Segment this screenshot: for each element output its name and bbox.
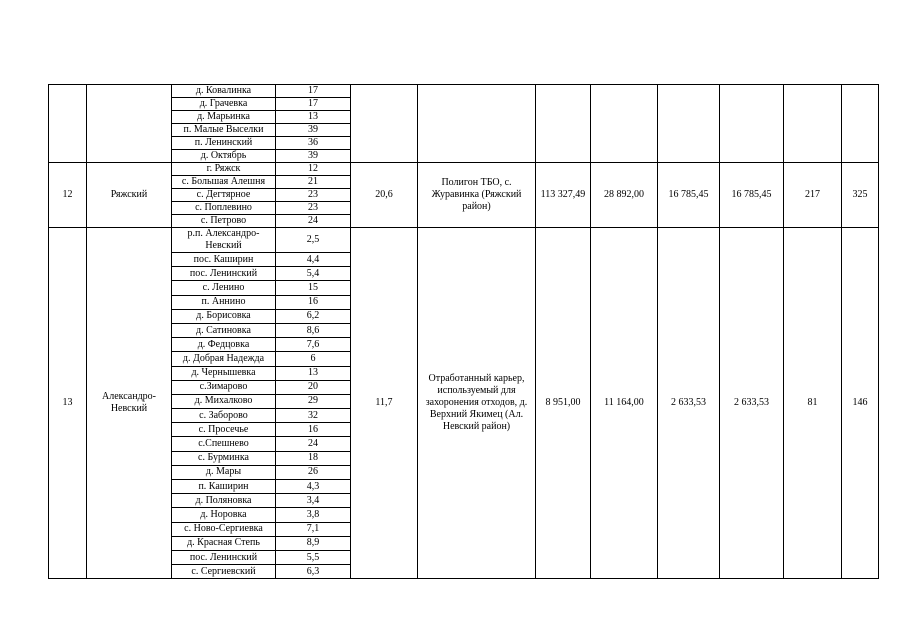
- settlement-distance-cell: 16: [276, 423, 351, 437]
- settlement-distance-cell: 6,3: [276, 565, 351, 579]
- settlement-name-cell: п. Каширин: [172, 480, 276, 494]
- settlement-distance-cell: 21: [276, 176, 351, 189]
- settlement-distance-cell: 32: [276, 409, 351, 423]
- settlement-name-cell: с. Ленино: [172, 281, 276, 295]
- settlement-name-cell: д. Поляновка: [172, 494, 276, 508]
- settlement-distance-cell: 29: [276, 394, 351, 408]
- settlement-distance-cell: 23: [276, 202, 351, 215]
- settlement-distance-cell: 5,4: [276, 267, 351, 281]
- settlement-name-cell: с.Спешнево: [172, 437, 276, 451]
- value-cell: [720, 85, 784, 163]
- settlement-name-cell: г. Ряжск: [172, 163, 276, 176]
- settlement-distance-cell: 15: [276, 281, 351, 295]
- settlement-distance-cell: 36: [276, 137, 351, 150]
- settlement-name-cell: д. Михалково: [172, 394, 276, 408]
- settlement-name-cell: с. Ново-Сергиевка: [172, 522, 276, 536]
- settlement-name-cell: с. Большая Алешня: [172, 176, 276, 189]
- value-cell: 146: [842, 228, 879, 579]
- value-cell: [658, 85, 720, 163]
- district-name-cell: Александро-Невский: [87, 228, 172, 579]
- settlement-distance-cell: 23: [276, 189, 351, 202]
- disposal-site-cell: Отработанный карьер, используемый для захоронения отходов, д. Верхний Якимец (Ал. Невский район): [418, 228, 536, 579]
- disposal-site-cell: [418, 85, 536, 163]
- settlement-name-cell: с. Просечье: [172, 423, 276, 437]
- settlement-name-cell: с. Дегтярное: [172, 189, 276, 202]
- settlement-name-cell: пос. Каширин: [172, 253, 276, 267]
- settlement-distance-cell: 4,3: [276, 480, 351, 494]
- settlement-distance-cell: 20: [276, 380, 351, 394]
- settlement-name-cell: р.п. Александро-Невский: [172, 228, 276, 253]
- distance-cell: 20,6: [351, 163, 418, 228]
- settlement-name-cell: с. Петрово: [172, 215, 276, 228]
- settlement-name-cell: с. Поплевино: [172, 202, 276, 215]
- settlement-distance-cell: 24: [276, 437, 351, 451]
- table-row: [49, 85, 879, 98]
- settlement-name-cell: д. Грачевка: [172, 98, 276, 111]
- settlement-distance-cell: 4,4: [276, 253, 351, 267]
- settlement-distance-cell: 3,8: [276, 508, 351, 522]
- settlement-name-cell: д. Мары: [172, 465, 276, 479]
- disposal-site-cell: Полигон ТБО, с. Журавинка (Ряжский район): [418, 163, 536, 228]
- settlement-name-cell: д. Сатиновка: [172, 323, 276, 337]
- value-cell: 28 892,00: [591, 163, 658, 228]
- value-cell: 81: [784, 228, 842, 579]
- settlement-name-cell: д. Норовка: [172, 508, 276, 522]
- settlement-name-cell: пос. Ленинский: [172, 550, 276, 564]
- settlement-name-cell: пос. Ленинский: [172, 267, 276, 281]
- settlement-distance-cell: 8,9: [276, 536, 351, 550]
- district-name-cell: Ряжский: [87, 163, 172, 228]
- row-number-cell: 12: [49, 163, 87, 228]
- settlement-distance-cell: 39: [276, 124, 351, 137]
- value-cell: 16 785,45: [720, 163, 784, 228]
- distance-cell: [351, 85, 418, 163]
- value-cell: [784, 85, 842, 163]
- settlement-distance-cell: 17: [276, 98, 351, 111]
- value-cell: 113 327,49: [536, 163, 591, 228]
- value-cell: 2 633,53: [720, 228, 784, 579]
- value-cell: [536, 85, 591, 163]
- value-cell: [842, 85, 879, 163]
- district-name-cell: [87, 85, 172, 163]
- settlement-distance-cell: 6,2: [276, 309, 351, 323]
- settlement-distance-cell: 26: [276, 465, 351, 479]
- settlement-name-cell: п. Ленинский: [172, 137, 276, 150]
- settlement-distance-cell: 13: [276, 111, 351, 124]
- value-cell: [591, 85, 658, 163]
- settlement-distance-cell: 16: [276, 295, 351, 309]
- distance-cell: 11,7: [351, 228, 418, 579]
- settlement-name-cell: д. Марьинка: [172, 111, 276, 124]
- settlement-distance-cell: 8,6: [276, 323, 351, 337]
- value-cell: 8 951,00: [536, 228, 591, 579]
- value-cell: 2 633,53: [658, 228, 720, 579]
- settlement-distance-cell: 6: [276, 352, 351, 366]
- settlement-distance-cell: 3,4: [276, 494, 351, 508]
- row-number-cell: 13: [49, 228, 87, 579]
- settlement-name-cell: д. Добрая Надежда: [172, 352, 276, 366]
- settlements-waste-table: [48, 84, 879, 579]
- settlement-distance-cell: 24: [276, 215, 351, 228]
- settlement-name-cell: д. Чернышевка: [172, 366, 276, 380]
- settlement-name-cell: д. Красная Степь: [172, 536, 276, 550]
- settlement-name-cell: с. Заборово: [172, 409, 276, 423]
- settlement-distance-cell: 7,6: [276, 338, 351, 352]
- settlement-name-cell: с.Зимарово: [172, 380, 276, 394]
- value-cell: 325: [842, 163, 879, 228]
- settlement-name-cell: п. Аннино: [172, 295, 276, 309]
- table-body: [49, 85, 879, 579]
- value-cell: 11 164,00: [591, 228, 658, 579]
- settlement-distance-cell: 7,1: [276, 522, 351, 536]
- value-cell: 217: [784, 163, 842, 228]
- settlement-name-cell: д. Федцовка: [172, 338, 276, 352]
- settlement-distance-cell: 5,5: [276, 550, 351, 564]
- settlement-name-cell: д. Октябрь: [172, 150, 276, 163]
- settlement-name-cell: с. Бурминка: [172, 451, 276, 465]
- settlement-distance-cell: 12: [276, 163, 351, 176]
- settlement-name-cell: д. Борисовка: [172, 309, 276, 323]
- table-row: [49, 163, 879, 176]
- table-row: [49, 228, 879, 253]
- settlement-distance-cell: 18: [276, 451, 351, 465]
- settlement-distance-cell: 39: [276, 150, 351, 163]
- row-number-cell: [49, 85, 87, 163]
- settlement-distance-cell: 13: [276, 366, 351, 380]
- settlement-distance-cell: 17: [276, 85, 351, 98]
- value-cell: 16 785,45: [658, 163, 720, 228]
- settlement-name-cell: с. Сергиевский: [172, 565, 276, 579]
- settlement-distance-cell: 2,5: [276, 228, 351, 253]
- settlement-name-cell: п. Малые Выселки: [172, 124, 276, 137]
- settlement-name-cell: д. Ковалинка: [172, 85, 276, 98]
